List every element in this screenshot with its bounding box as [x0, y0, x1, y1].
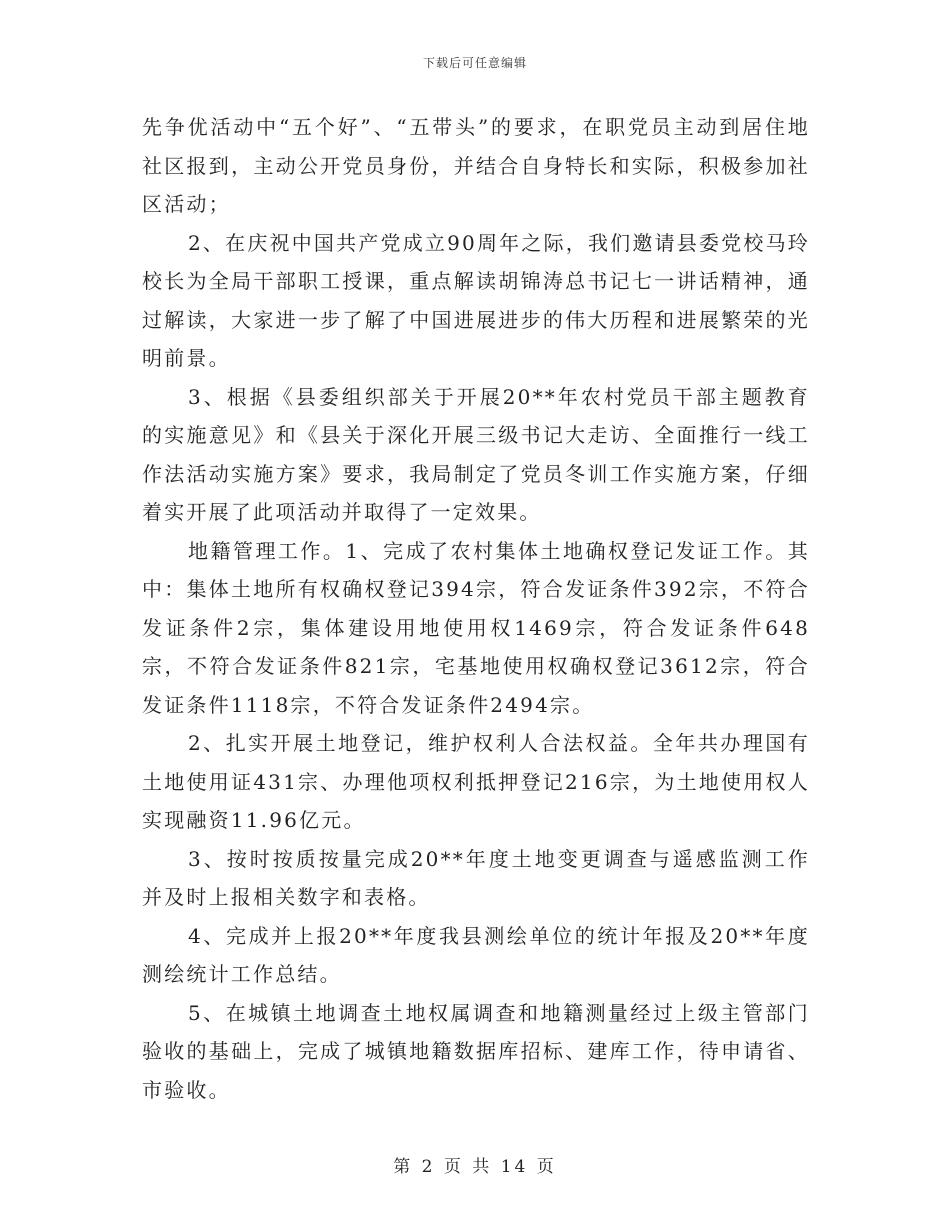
paragraph-2: 2、在庆祝中国共产党成立90周年之际，我们邀请县委党校马玲校长为全局干部职工授课，重点解读胡锦涛总书记七一讲话精神，通过解读，大家进一步了解了中国进展进步的伟大历程和进展繁荣的光明前景。 [142, 230, 810, 370]
paragraph-1: 先争优活动中“五个好”、“五带头”的要求，在职党员主动到居住地社区报到，主动公开党员身份，并结合自身特长和实际，积极参加社区活动； [142, 115, 810, 216]
paragraph-6: 3、按时按质按量完成20**年度土地变更调查与遥感监测工作并及时上报相关数字和表格。 [142, 846, 810, 909]
paragraph-3: 3、根据《县委组织部关于开展20**年农村党员干部主题教育的实施意见》和《县关于深化开展三级书记大走访、全面推行一线工作法活动实施方案》要求，我局制定了党员冬训工作实施方案，仔细着实开展了此项活动并取得了一定效果。 [142, 384, 810, 524]
paragraph-4: 地籍管理工作。1、完成了农村集体土地确权登记发证工作。其中：集体土地所有权确权登记394宗，符合发证条件392宗，不符合发证条件2宗，集体建设用地使用权1469宗，符合发证条件648宗，不符合发证条件821宗，宅基地使用权确权登记3612宗，符合发证条件1118宗，不符合发证条件2494宗。 [142, 538, 810, 717]
paragraph-8: 5、在城镇土地调查土地权属调查和地籍测量经过上级主管部门验收的基础上，完成了城镇地籍数据库招标、建库工作，待申请省、市验收。 [142, 1000, 810, 1102]
page-number: 第 2 页 共 14 页 [393, 1157, 557, 1177]
header-note: 下载后可任意编辑 [422, 56, 527, 70]
paragraph-5: 2、扎实开展土地登记，维护权利人合法权益。全年共办理国有土地使用证431宗、办理他项权利抵押登记216宗，为土地使用权人实现融资11.96亿元。 [142, 731, 810, 832]
paragraph-7: 4、完成并上报20**年度我县测绘单位的统计年报及20**年度测绘统计工作总结。 [142, 923, 810, 986]
document-body [142, 108, 810, 1109]
